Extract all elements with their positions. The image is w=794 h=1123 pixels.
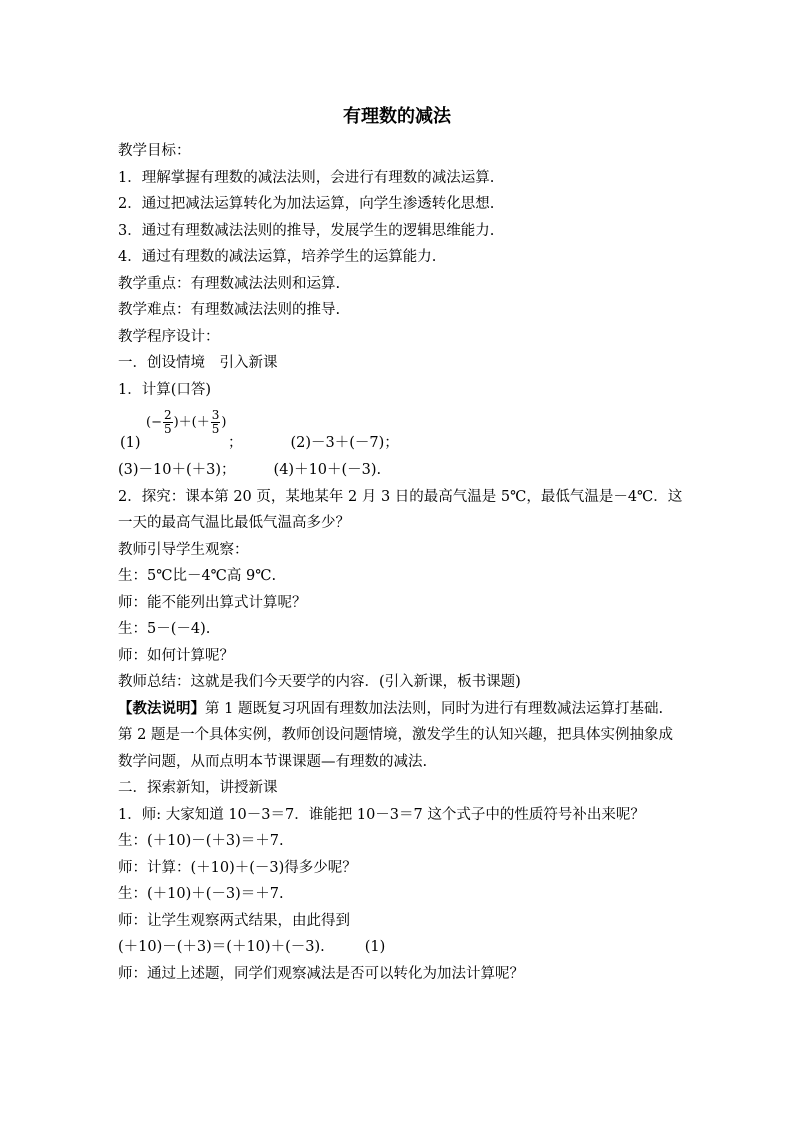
frac2-denominator: 5: [211, 422, 220, 436]
frac2-numerator: 3: [211, 408, 220, 422]
method-note-2: 第 2 题是一个具体实例，教师创设问题情境，激发学生的认知兴趣，把具体实例抽象成数学问题，从而点明本节课课题—有理数的减法.: [118, 727, 673, 770]
explore-question: 2．探究：课本第 20 页，某地某年 2 月 3 日的最高气温是 5℃，最低气温是－4℃．这一天的最高气温比最低气温高多少？: [118, 488, 683, 531]
goal-3: 3．通过有理数减法法则的推导，发展学生的逻辑思维能力.: [118, 222, 495, 239]
student-answer-3: 生：(＋10)－(＋3)＝＋7.: [118, 833, 284, 849]
calc-heading: 1．计算(口答): [118, 381, 212, 398]
equation: (＋10)－(＋3)＝(＋10)＋(－3).: [118, 939, 325, 955]
teacher-prompt-1: 1．师: 大家知道 10－3＝7．谁能把 10－3＝7 这个式子中的性质符号补出来呢？: [118, 806, 645, 823]
equation-number: (1): [364, 939, 386, 955]
teacher-question-2: 师：如何计算呢？: [118, 647, 234, 664]
exercise-3: (3)－10＋(＋3)；: [118, 462, 236, 478]
fraction-three-fifths: [211, 409, 221, 436]
student-answer-2: 生：5－(－4).: [118, 621, 211, 637]
teacher-guide: 教师引导学生观察：: [118, 541, 249, 558]
ex1-mid: )＋(＋: [173, 415, 210, 430]
document-body: [118, 138, 683, 987]
exercise-1-expression: [146, 409, 226, 437]
section-2-heading: 二．探索新知，讲授新课: [118, 780, 278, 796]
exercise-line-1: [118, 403, 683, 457]
method-note-bracket: 【教法说明】: [118, 699, 205, 717]
fraction-two-fifths: [163, 409, 173, 436]
section-1-heading: 一．创设情境 引入新课: [118, 355, 278, 371]
student-answer-4: 生：(＋10)＋(－3)＝＋7.: [118, 886, 284, 902]
ex1-close: ): [221, 415, 227, 430]
goals-heading: 教学目标：: [118, 143, 191, 159]
teacher-observe: 师：让学生观察两式结果，由此得到: [118, 912, 350, 929]
teacher-question-3: 师：计算：(＋10)＋(－3)得多少呢？: [118, 859, 357, 876]
page-title: 有理数的减法: [343, 106, 451, 127]
method-note-1-text: 第 1 题既复习巩固有理数加法法则，同时为进行有理数减法运算打基础.: [205, 700, 664, 717]
frac1-denominator: 5: [163, 422, 172, 436]
ex1-separator: ；: [228, 435, 243, 451]
teacher-summary: 教师总结：这就是我们今天要学的内容．(引入新课，板书课题): [118, 674, 521, 690]
exercise-1-rest: [228, 430, 399, 457]
difficulty: 教学难点：有理数减法法则的推导.: [118, 302, 341, 318]
teacher-question-1: 师：能不能列出算式计算呢？: [118, 594, 307, 611]
method-note-1: [118, 696, 683, 723]
equation-line: [118, 934, 683, 961]
frac1-numerator: 2: [163, 408, 172, 422]
goal-2: 2．通过把减法运算转化为加法运算，向学生渗透转化思想.: [118, 196, 495, 212]
exercise-4: (4)＋10＋(－3).: [273, 462, 382, 478]
procedure-heading: 教学程序设计：: [118, 328, 220, 345]
student-answer-1: 生：5℃比－4℃高 9℃.: [118, 568, 277, 584]
teacher-question-4: 师：通过上述题，同学们观察减法是否可以转化为加法计算呢？: [118, 965, 524, 982]
ex1-open: (−: [146, 415, 162, 430]
key-point: 教学重点：有理数减法法则和运算.: [118, 275, 341, 292]
exercise-line-2: [118, 457, 683, 484]
goal-1: 1．理解掌握有理数的减法法则，会进行有理数的减法运算.: [118, 169, 495, 186]
goal-4: 4．通过有理数的减法运算，培养学生的运算能力.: [118, 249, 437, 265]
exercise-2: (2)－3＋(－7)；: [290, 435, 399, 451]
exercise-1-label: (1): [120, 435, 141, 451]
